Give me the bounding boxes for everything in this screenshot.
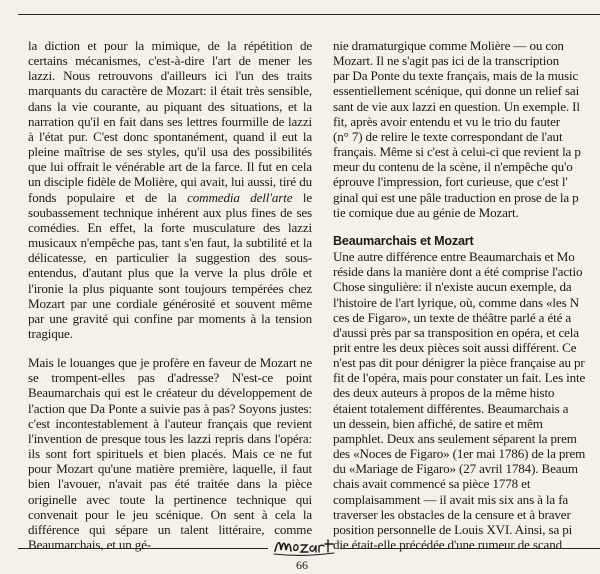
text-line: sant de vie aux lazzi en question. Un exemple. Il [333,98,580,114]
text-line: essentiellement scénique, qui donne un relief sai [333,83,580,99]
text-line: Une autre différence entre Beaumarchais et Mo [333,249,575,265]
text-line: des «Noces de Figaro» (1er mai 1786) de la prem [333,446,586,462]
paragraph-text: la diction et pour la mimique, de la répétition de certains mécanismes, c'est-à-dire l'art de mener les lazzi. Nous retrouvons d'ailleurs ici l'un des traits marquants du caractère de Mozart: il était très sensible, dans la vie courante, au piquant des situations, et la narration qu'il en fait dans ses lettres fourmille de lazzi à l'état pur. C'est donc spontanément, quand il eut la pleine maîtrise de ses styles, qu'il usa des possibilités que lui offrait le vénérable art de la farce. Il fut en cela un disciple fidèle de Molière, qui avait, lui aussi, tiré du fonds populaire et de la [28,38,312,205]
paragraph: Mais le louanges que je profère en faveur de Mozart ne se trompent-elles pas d'adresse? N'est-ce point Beaumarchais qui est le créateur du développement de l'action que Da Ponte a suivie pas à pas? Soyons justes: c'est incontestablement à l'auteur français que revient l'invention de presque tous les lazzi repris dans l'opéra: ils sont fort spirituels et bien placés. Mais ce ne fut pour Mozart qu'une matière première, laquelle, il faut bien l'avouer, n'avait pas été traitée dans la pièce originelle avec toute la pertinence technique qui convenait pour le jeu scénique. On sent à cela la différence qui sépare un talent littéraire, comme Beaumarchais, et un gé- [28,355,312,552]
footer-rule-right [340,548,600,549]
text-line: traverser les obstacles de la censure et à braver [333,506,571,522]
text-line: l'histoire de l'art lyrique, où, comme dans «les N [333,294,579,310]
text-line: (n° 7) de relire le texte correspondant de l'aut [333,128,563,144]
footer-rule-left [18,548,268,549]
text-line: pamphlet. Deux ans seulement séparent la prem [333,430,577,446]
text-line: fit, après avoir entendu et vu le trio du fauter [333,113,560,129]
text-line: d'aussi près par sa transposition en opéra, et cela [333,324,579,340]
text-line: prit entre les deux pièces soit aussi différent. Ce [333,339,577,355]
text-line: du «Mariage de Figaro» (27 avril 1784). Beaum [333,461,578,477]
paragraph-text: le soubassement technique inhérent aux plus fines de ses comédies. En effet, la forte musculature des lazzi musicaux n'empêche pas, tant s'en faut, la subtilité et la délicatesse, en particulier la suggestion des sous-entendus, d'autant plus que la verve la plus drôle et l'ironie la plus piquante sont toujours tempérées chez Mozart par une cordiale générosité et souvent même par une gravité qui confine par moments à la tension tragique. [28,189,312,341]
text-line: ginal qui est une pâle traduction en prose de la p [333,189,579,205]
text-line: par Da Ponte du texte français, mais de la music [333,68,579,84]
right-lines-bottom [333,249,600,552]
text-line: die était-elle précédée d'une rumeur de scand [333,537,562,552]
top-rule [18,14,600,15]
text-line: complaisamment — il avait mis six ans à la fa [333,491,569,507]
right-column [333,38,600,552]
text-line: réside dans la manière dont a été comprise l'actio [333,264,583,280]
text-line: éprouve l'impression, fort curieuse, que c'est l' [333,174,568,190]
mozart-signature-logo [272,534,336,558]
text-line: des deux auteurs à propos de la même histo [333,385,555,401]
section-heading: Beaumarchais et Mozart [333,233,474,248]
text-line: chais avait commencé sa pièce 1778 et [333,476,531,492]
text-line: tie comique due au génie de Mozart. [333,204,519,220]
page-number: 66 [296,558,308,572]
paragraph [28,38,312,341]
text-line: Mozart. Il ne s'agit pas ici de la transcription [333,53,560,69]
text-line: Chose singulière: il n'existe aucun exemple, da [333,279,572,295]
text-line: n'est pas dit pour dénigrer la pièce française au pr [333,355,585,371]
text-line: ces de Figaro», un texte de théâtre parlé a été a [333,309,572,325]
text-line: étaient totalement différentes. Beaumarchais a [333,400,569,416]
text-line: fit de l'opéra, mais pour constater un fait. Les inte [333,370,586,386]
text-line: français. Même si c'est à celui-ci que revient la p [333,144,581,160]
paragraph-gap [28,341,312,355]
right-lines-top [333,38,600,220]
text-line: position personnelle de Louis XVI. Ainsi, sa pi [333,521,573,537]
left-column [28,38,312,552]
text-line: un dessein, bien affiché, de satire et mêm [333,415,543,431]
text-line: nie dramaturgique comme Molière — ou con [333,38,564,53]
text-line: meur du contenu de la scène, il n'empêche qu'o [333,159,573,175]
italic-phrase: commedia dell'arte [187,189,293,205]
